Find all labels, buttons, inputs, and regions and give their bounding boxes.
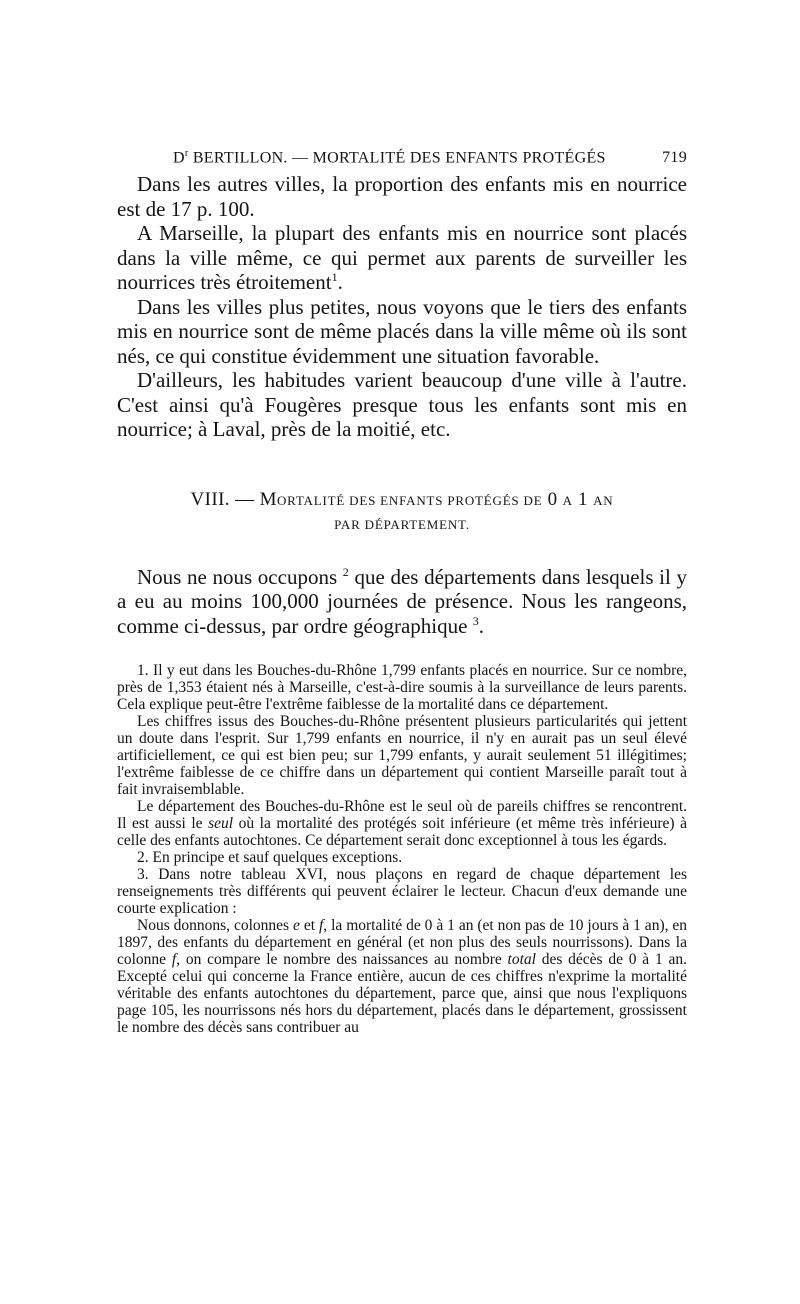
body-text bbox=[117, 172, 687, 442]
running-title-text: BERTILLON. — MORTALITÉ DES ENFANTS PROTÉGÉS bbox=[192, 149, 606, 167]
intro-part-1: Nous ne nous occupons bbox=[137, 564, 338, 589]
footnote-1-conclusion bbox=[117, 798, 687, 849]
footnote-ref-2: 2 bbox=[342, 564, 349, 579]
paragraph-4-text: D'ailleurs, les habitudes varient beaucoup d'une ville à l'autre. C'est ainsi qu'à Fougères presque tous les enfants sont mis en nourrice; à Laval, près de la moitié, etc. bbox=[117, 368, 687, 441]
running-head bbox=[117, 148, 687, 172]
paragraph-2-text: A Marseille, la plupart des enfants mis en nourrice sont placés dans la ville même, ce qui permet aux parents de surveiller les nourrices très étroitement bbox=[117, 221, 687, 294]
paragraph-3-text: Dans les villes plus petites, nous voyons que le tiers des enfants mis en nourrice sont de même placés dans la ville même où ils sont nés, ce qui constitue évidemment une situation favorable. bbox=[117, 294, 687, 368]
section-a: A bbox=[562, 492, 573, 508]
section-title-initial: M bbox=[259, 488, 277, 510]
footnote-3-text: 3. Dans notre tableau XVI, nous plaçons en regard de chaque département les renseignements très différents qui peuvent éclairer le lecteur. Chacun d'eux demande une courte explication : bbox=[117, 866, 687, 917]
footnote-3 bbox=[117, 866, 687, 917]
book-page bbox=[117, 148, 687, 1036]
footnote-3b-col-f-2: f bbox=[171, 951, 177, 968]
intro-part-2: que des départements dans lesquels il y a eu au moins 100,000 journées de présence. Nous les rangeons, comme ci-dessus, par ordre géographique bbox=[117, 564, 688, 638]
footnote-2 bbox=[117, 849, 687, 866]
footnote-1c-part-a: Le département des Bouches-du-Rhône est le seul où de pareils chiffres se rencontrent. Il est aussi le bbox=[117, 798, 687, 832]
paragraph-1-text: Dans les autres villes, la proportion des enfants mis en nourrice est de 17 p. 100. bbox=[117, 172, 687, 221]
footnote-3b-col-e: e bbox=[293, 917, 300, 934]
paragraph-2 bbox=[117, 221, 687, 295]
intro-paragraph bbox=[117, 565, 687, 639]
section-line-1 bbox=[191, 489, 614, 510]
author-title-sup: r bbox=[184, 148, 189, 159]
page-number: 719 bbox=[662, 149, 687, 167]
footnote-3b-part-a: Nous donnons, colonnes bbox=[137, 917, 290, 934]
footnote-3b-part-d: , on compare le nombre des naissances au nombre bbox=[176, 951, 502, 968]
footnote-3b-total: total bbox=[507, 951, 536, 968]
footnote-3b-part-g: des décès de 0 à 1 an. Excepté celui qui concerne la France entière, aucun de ces chiffres n'exprime la mortalité véritable des enfants autochtones du département, parce que, ainsi que nous l'expliquons page 105, les nourrissons nés hors du département, placés dans le département, grossissent le nombre des décès sans contribuer au bbox=[117, 951, 687, 1036]
author-title-prefix: D bbox=[173, 149, 185, 167]
section-line-2: PAR DÉPARTEMENT. bbox=[334, 516, 470, 532]
section-zero: 0 bbox=[547, 488, 558, 510]
section-an: AN bbox=[593, 492, 614, 508]
section-heading bbox=[117, 488, 687, 537]
footnote-3b-part-c: , la mortalité de 0 à 1 an (et non pas de 10 jours à 1 an), en 1897, des enfants du département en général (et non plus des seuls nourrissons). Dans la colonne bbox=[117, 917, 688, 968]
footnote-1-continued bbox=[117, 713, 687, 798]
paragraph-4 bbox=[117, 368, 687, 442]
footnote-1 bbox=[117, 662, 687, 713]
footnotes bbox=[117, 662, 687, 1036]
footnote-ref-3: 3 bbox=[472, 613, 479, 628]
section-title-rest: ORTALITÉ DES ENFANTS PROTÉGÉS DE bbox=[276, 492, 543, 508]
paragraph-3 bbox=[117, 295, 687, 369]
section-numeral: VIII. — bbox=[190, 488, 255, 510]
footnote-3b-part-b: et bbox=[303, 917, 316, 934]
footnote-1c-part-b: où la mortalité des protégés soit inférieure (et même très inférieure) à celle des enfants autochtones. Ce département serait donc exceptionnel à tous les égards. bbox=[117, 815, 688, 849]
intro-part-3: . bbox=[478, 613, 484, 638]
footnote-3-continued bbox=[117, 917, 687, 1036]
footnote-1c-emphasis: seul bbox=[208, 815, 234, 832]
section-intro bbox=[117, 565, 687, 639]
paragraph-2-end: . bbox=[337, 270, 343, 294]
footnote-1-text: 1. Il y eut dans les Bouches-du-Rhône 1,799 enfants placés en nourrice. Sur ce nombre, près de 1,353 étaient nés à Marseille, c'est-à-dire soumis à la surveillance de leurs parents. Cela explique peut-être l'extrême faiblesse de la mortalité dans ce département. bbox=[117, 662, 687, 713]
footnote-ref-1: 1 bbox=[331, 270, 338, 284]
running-head-title bbox=[173, 148, 606, 167]
footnote-1b-text: Les chiffres issus des Bouches-du-Rhône présentent plusieurs particularités qui jettent un doute dans l'esprit. Sur 1,799 enfants en nourrice, il n'y en aurait pas un seul élevé artificiellement, ce qui est bien peu; sur 1,799 enfants, y aurait seulement 51 illégitimes; l'extrême faiblesse de ce chiffre dans un département qui contient Marseille paraît tout à fait invraisemblable. bbox=[117, 713, 687, 798]
paragraph-1 bbox=[117, 172, 687, 221]
footnote-2-text: 2. En principe et sauf quelques exceptions. bbox=[137, 849, 403, 866]
footnote-3b-col-f: f bbox=[318, 917, 324, 934]
section-one: 1 bbox=[578, 488, 588, 510]
